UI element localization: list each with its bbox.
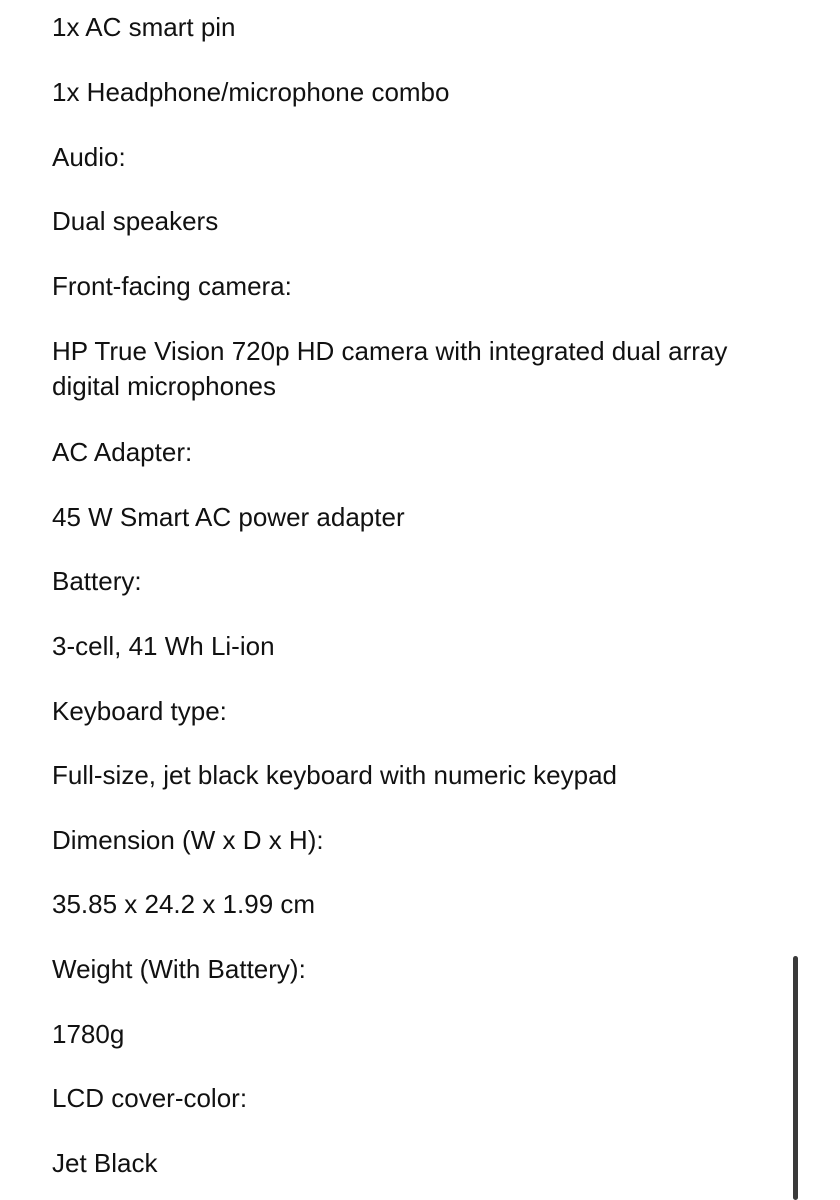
- spec-heading-lcd-cover: LCD cover-color:: [52, 1083, 248, 1113]
- spec-value-weight: 1780g: [52, 1019, 125, 1049]
- spec-value-dimension: 35.85 x 24.2 x 1.99 cm: [52, 889, 316, 919]
- spec-line-ac-smart-pin: 1x AC smart pin: [52, 12, 236, 42]
- spec-heading-dimension: Dimension (W x D x H):: [52, 825, 324, 855]
- spec-value-camera: HP True Vision 720p HD camera with integrated dual array digital microphones: [52, 336, 728, 401]
- spec-heading-audio: Audio:: [52, 142, 126, 172]
- spec-heading-ac-adapter: AC Adapter:: [52, 437, 193, 467]
- spec-heading-battery: Battery:: [52, 566, 142, 596]
- spec-heading-weight: Weight (With Battery):: [52, 954, 306, 984]
- spec-value-lcd-cover: Jet Black: [52, 1148, 158, 1178]
- spec-value-audio: Dual speakers: [52, 206, 219, 236]
- spec-value-battery: 3-cell, 41 Wh Li-ion: [52, 631, 275, 661]
- spec-heading-camera: Front-facing camera:: [52, 271, 292, 301]
- spec-value-ac-adapter: 45 W Smart AC power adapter: [52, 502, 405, 532]
- vertical-scrollbar[interactable]: [793, 956, 798, 1200]
- spec-heading-keyboard: Keyboard type:: [52, 696, 227, 726]
- spec-value-keyboard: Full-size, jet black keyboard with numeric keypad: [52, 760, 618, 790]
- spec-line-headphone-combo: 1x Headphone/microphone combo: [52, 77, 450, 107]
